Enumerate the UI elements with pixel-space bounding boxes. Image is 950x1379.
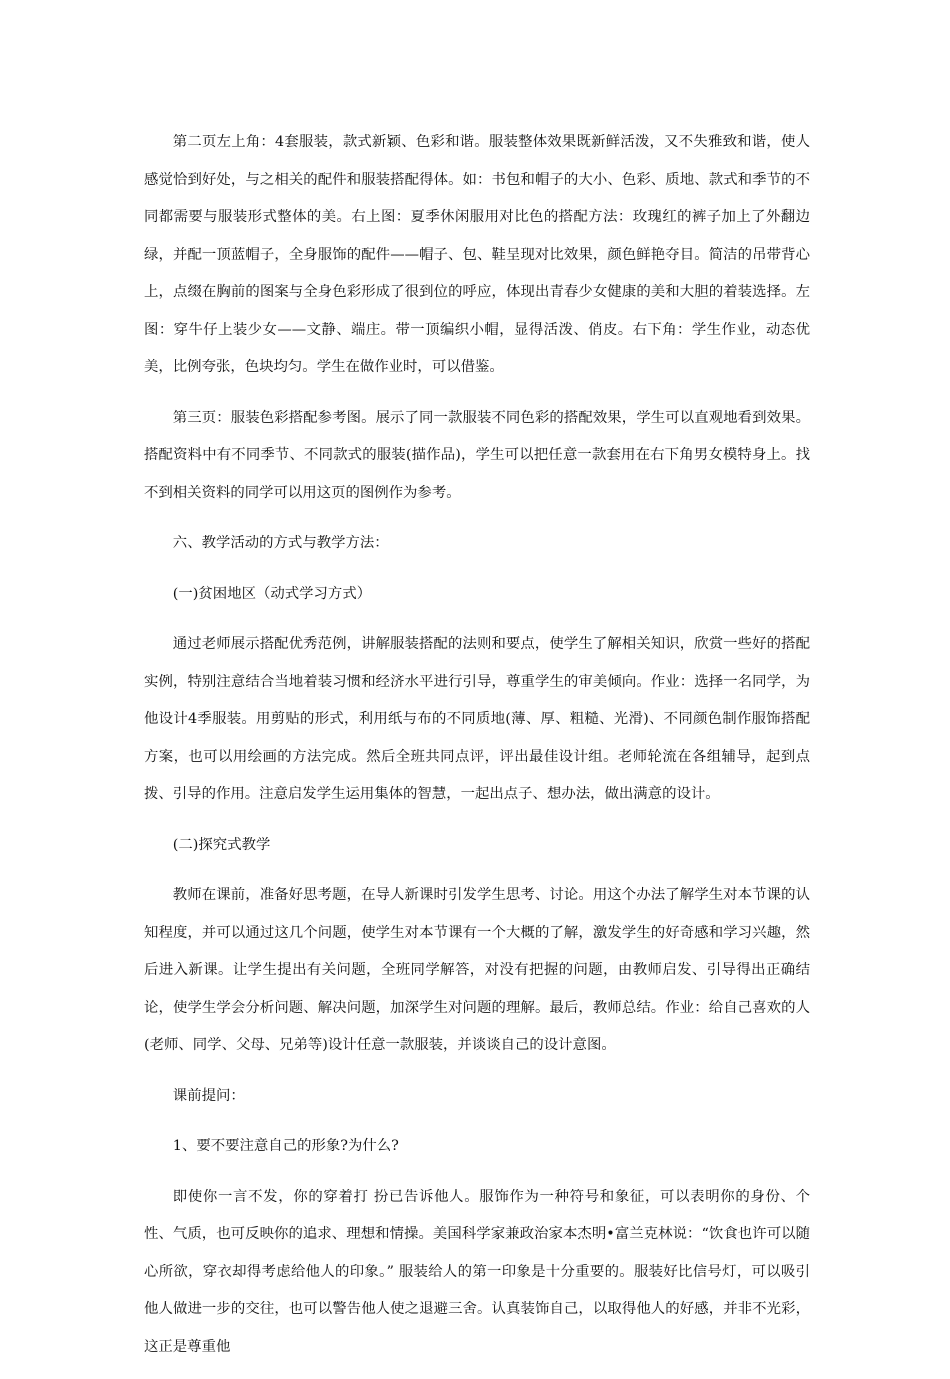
section-heading-teaching-methods: 六、教学活动的方式与教学方法：	[172, 535, 389, 551]
subheading-inquiry-teaching: (二)探究式教学	[172, 836, 271, 853]
paragraph-page2-description: 第二页左上角：4套服装，款式新颖、色彩和谐。服装整体效果既新鲜活泼，又不失雅致和谐，使人感觉恰到好处，与之相关的配件和服装搭配得体。如：书包和帽子的大小、色彩、质地、款式和季节的不同都需要与服装形式整体的美。右上图：夏季休闲服用对比色的搭配方法：玫瑰红的裤子加上了外翻边绿，并配一顶蓝帽子，全身服饰的配件——帽子、包、鞋呈现对比效果，颜色鲜艳夺目。简洁的吊带背心上，点缀在胸前的图案与全身色彩形成了很到位的呼应，体现出青春少女健康的美和大胆的着装选择。左图：穿牛仔上装少女——文静、端庄。带一顶编织小帽，显得活泼、俏皮。右下角：学生作业，动态优美，比例夸张，色块均匀。学生在做作业时，可以借鉴。	[144, 134, 810, 375]
paragraph-poor-areas-method: 通过老师展示搭配优秀范例，讲解服装搭配的法则和要点，使学生了解相关知识，欣赏一些好的搭配实例，特别注意结合当地着装习惯和经济水平进行引导，尊重学生的审美倾向。作业：选择一名同学，为他设计4季服装。用剪贴的形式，利用纸与布的不同质地(薄、厚、粗糙、光滑)、不同颜色制作服饰搭配方案，也可以用绘画的方法完成。然后全班共同点评，评出最佳设计组。老师轮流在各组辅导，起到点拨、引导的作用。注意启发学生运用集体的智慧，一起出点子、想办法，做出满意的设计。	[144, 636, 810, 802]
subheading-poor-areas: (一)贫困地区（动式学习方式）	[172, 585, 372, 602]
paragraph-page3-description: 第三页：服装色彩搭配参考图。展示了同一款服装不同色彩的搭配效果，学生可以直观地看到效果。搭配资料中有不同季节、不同款式的服装(描作品)，学生可以把任意一款套用在右下角男女模特身上。找不到相关资料的同学可以用这页的图例作为参考。	[144, 409, 810, 501]
document-body	[144, 124, 810, 1379]
paragraph-answer-1: 即使你一言不发，你的穿着打 扮已告诉他人。服饰作为一种符号和象征，可以表明你的身份、个性、气质，也可反映你的追求、理想和情操。美国科学家兼政治家本杰明•富兰克林说：“饮食也许可以随心所欲，穿衣却得考虑给他人的印象。” 服装给人的第一印象是十分重要的。服装好比信号灯，可以吸引他人做进一步的交往，也可以警告他人使之退避三舍。认真装饰自己，以取得他人的好感，并非不光彩，这正是尊重他	[144, 1188, 810, 1355]
paragraph-inquiry-teaching: 教师在课前，准备好思考题，在导人新课时引发学生思考、讨论。用这个办法了解学生对本节课的认知程度，并可以通过这几个问题，使学生对本节课有一个大概的了解，激发学生的好奇感和学习兴趣，然后进入新课。让学生提出有关问题，全班同学解答，对没有把握的问题，由教师启发、引导得出正确结论，使学生学会分析问题、解决问题，加深学生对问题的理解。最后，教师总结。作业：给自己喜欢的人(老师、同学、父母、兄弟等)设计任意一款服装，并谈谈自己的设计意图。	[144, 887, 810, 1053]
subheading-pre-class-questions: 课前提问：	[172, 1087, 245, 1104]
question-1: 1、要不要注意自己的形象?为什么?	[172, 1138, 399, 1154]
